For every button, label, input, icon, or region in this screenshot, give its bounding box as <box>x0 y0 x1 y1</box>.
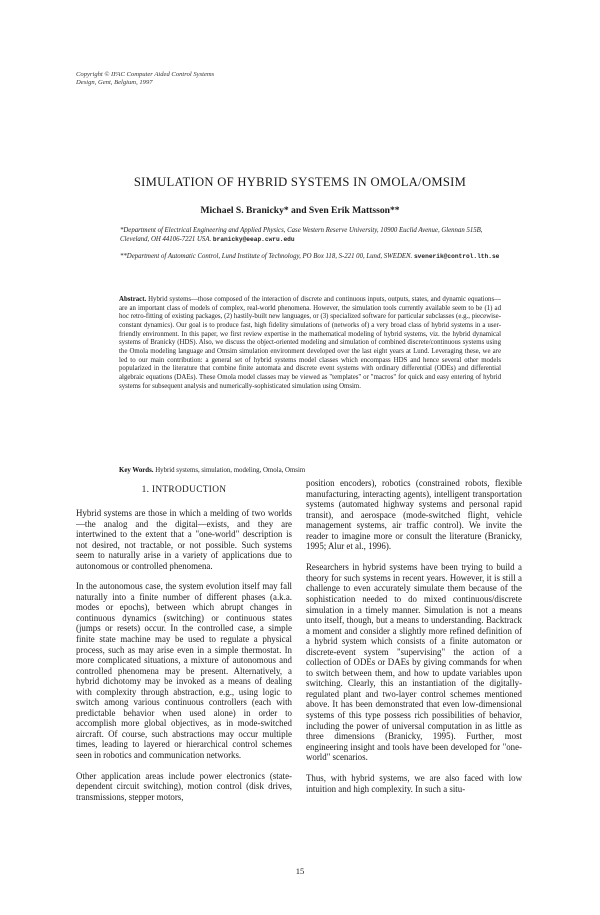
body-paragraph: Thus, with hybrid systems, we are also faced with low intuition and high complexity. In such a situ- <box>306 773 522 794</box>
abstract <box>119 296 501 391</box>
abstract-text: Hybrid systems—those composed of the interaction of discrete and continuous inputs, outputs, states, and dynamic equations—are an important class of models of complex, real-world phenomena. However, the simulation tools currently available seem to be (1) ad hoc retro-fitting of existing packages, (2) hastily-built new languages, or (3) specialized software for particular subclasses (e.g., piecewise-constant dynamics). Our goal is to produce fast, high fidelity simulations of (networks of) a very broad class of hybrid systems in a user-friendly environment. In this paper, we first review expertise in the mathematical modeling of hybrid systems, viz. the hybrid dynamical systems of Branicky (HDS). Also, we discuss the object-oriented modeling and simulation of combined discrete/continuous systems using the Omola modeling language and Omsim simulation environment developed over the last eight years at Lund. Leveraging these, we are led to our main contribution: a general set of hybrid systems model classes which encompass HDS and hence several other models popularized in the literature that combine finite automata and discrete event systems with ordinary differential (ODEs) and differential algebraic equations (DAEs). These Omola model classes may be viewed as "templates" or "macros" for quick and easy entering of hybrid systems for subsequent analysis and numerically-sophisticated simulation using Omsim. <box>119 296 501 390</box>
copyright-notice <box>76 71 376 88</box>
keywords <box>119 467 501 476</box>
affiliation-1 <box>120 227 500 244</box>
keywords-text: Hybrid systems, simulation, modeling, Omola, Omsim <box>155 467 306 474</box>
affiliation-1-email: branicky@eeap.cwru.edu <box>212 235 295 243</box>
affiliation-1-text: *Department of Electrical Engineering and Applied Physics, Case Western Reserve University, 10900 Euclid Avenue, Glennan 515B, Cleveland, OH 44106-7221 USA. <box>120 227 483 243</box>
affiliation-2 <box>120 253 500 262</box>
copyright-line-2: Design, Gent, Belgium, 1997 <box>76 79 153 87</box>
keywords-label: Key Words. <box>119 467 154 474</box>
page-number: 15 <box>295 866 305 876</box>
body-column-left <box>76 508 292 802</box>
paper-title: SIMULATION OF HYBRID SYSTEMS IN OMOLA/OMSIM <box>133 175 467 189</box>
affiliation-2-text: **Department of Automatic Control, Lund Institute of Technology, PO Box 118, S-221 00, Lund, SWEDEN. <box>120 253 413 260</box>
author-list: Michael S. Branicky* and Sven Erik Mattsson** <box>200 205 400 216</box>
body-paragraph: In the autonomous case, the system evolution itself may fall naturally into a finite number of different phases (a.k.a. modes or epochs), between which abrupt changes in continuous dynamics (switching) or continuous states (jumps or resets) occur. In the controlled case, a simple finite state machine may be used to regulate a physical process, such as may arise even in a simple thermostat. In more complicated situations, a mixture of autonomous and controlled phenomena may be present. Alternatively, a hybrid dichotomy may be invoked as a means of dealing with complexity through abstraction, e.g., using logic to switch among various continuous controllers (each with predictable behavior when used alone) in order to accomplish more global objectives, as in mode-switched aircraft. Of course, such abstractions may occur multiple times, leading to layered or hierarchical control schemes seen in robotics and communication networks. <box>76 581 292 761</box>
body-paragraph: Researchers in hybrid systems have been trying to build a theory for such systems in recent years. However, it is still a challenge to even accurately simulate them because of the sophistication needed to do mixed continuous/discrete simulation in a timely manner. Simulation is not a means unto itself, though, but a means to understanding. Backtrack a moment and consider a slightly more refined definition of a hybrid system which consists of a finite automaton or discrete-event system "supervising" the action of a collection of ODEs or DAEs by giving commands for when to switch between them, and how to update variables upon switching. Clearly, this an instantiation of the digitally-regulated plant and two-layer control schemes mentioned above. It has been demonstrated that even low-dimensional systems of this type possess rich possibilities of behavior, including the power of universal computation in as little as three dimensions (Branicky, 1995). Further, most engineering insight and tools have been developed for "one-world" scenarios. <box>306 562 522 763</box>
body-paragraph: position encoders), robotics (constrained robots, flexible manufacturing, interacting agents), intelligent transportation systems (automated highway systems and personal rapid transit), and aerospace (mode-switched flight, vehicle management systems, air traffic control). We invite the reader to imagine more or consult the literature (Branicky, 1995; Alur et al., 1996). <box>306 478 522 552</box>
abstract-label: Abstract. <box>119 296 147 303</box>
affiliation-2-email: svenerik@control.lth.se <box>413 253 500 260</box>
body-paragraph: Other application areas include power electronics (state-dependent circuit switching), motion control (disk drives, transmissions, stepper motors, <box>76 770 292 802</box>
body-paragraph: Hybrid systems are those in which a melding of two worlds—the analog and the digital—exists, and they are intertwined to the extent that a "one-world" description is not desired, not tractable, or not possible. Such systems seem to naturally arise in a variety of applications due to autonomous or controlled phenomena. <box>76 508 292 571</box>
section-heading-introduction: 1. INTRODUCTION <box>141 485 227 495</box>
body-column-right <box>306 478 522 794</box>
copyright-line-1: Copyright © IFAC Computer Aided Control Systems <box>76 71 215 78</box>
